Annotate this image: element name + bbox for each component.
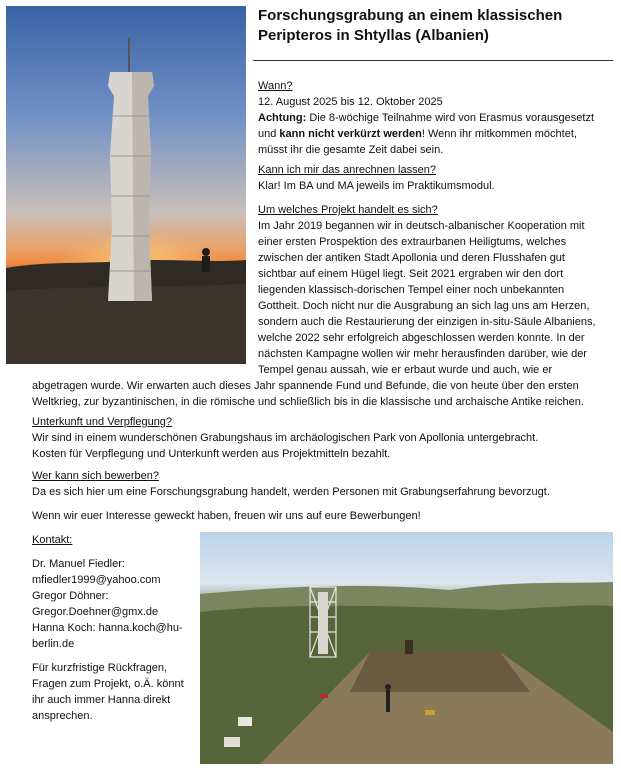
project-heading: Um welches Projekt handelt es sich?	[258, 204, 438, 216]
credit-heading: Kann ich mir das anrechnen lassen?	[258, 164, 436, 176]
attention-text-2a: und	[258, 128, 280, 140]
project-line: sondern auch die Restaurierung der einzigen in-situ-Säule Albaniens,	[258, 316, 596, 328]
project-section	[258, 202, 620, 378]
lodging-heading: Unterkunft und Verpflegung?	[32, 416, 173, 428]
credit-text: Klar! Im BA und MA jeweils im Praktikumsmodul.	[258, 180, 495, 192]
contact-note-line: ansprechen.	[32, 710, 93, 722]
when-attention-line-3: müsst ihr die gesamte Zeit dabei sein.	[258, 144, 444, 156]
attention-bold: kann nicht verkürzt werden	[279, 128, 422, 140]
contact-note-line: Fragen zum Projekt, o.Ä. könnt	[32, 678, 184, 690]
project-line: Weltkrieg, zur byzantinischen, in die römische und schließlich bis in die klassische und archaische Antike reichen.	[32, 396, 584, 408]
contact-note-line: ihr auch immer Hanna direkt	[32, 694, 171, 706]
contact-email[interactable]: Hanna Koch: hanna.koch@hu-	[32, 622, 183, 634]
contact-email[interactable]: berlin.de	[32, 638, 75, 650]
attention-text-1: Die 8-wöchige Teilnahme wird von Erasmus vorausgesetzt	[306, 112, 595, 124]
closing-text: Wenn wir euer Interesse geweckt haben, freuen wir uns auf eure Bewerbungen!	[32, 510, 421, 522]
column-sunset-illustration	[6, 6, 246, 364]
project-line: sichtbar auf einem Hügel liegt. Seit 2021 ergraben wir den dort	[258, 268, 564, 280]
apply-text: Da es sich hier um eine Forschungsgrabung handelt, werden Personen mit Grabungserfahrung bevorzugt.	[32, 486, 550, 498]
credit-section	[258, 162, 618, 194]
project-line: Gottheit. Doch nicht nur die Ausgrabung an sich lag uns am Herzen,	[258, 300, 590, 312]
excavation-site-photo	[200, 532, 613, 764]
project-line: zwischen der antiken Stadt Apollonia und deren Flusshafen gut	[258, 252, 565, 264]
attention-text-2b: ! Wenn ihr mitkommen möchtet,	[421, 128, 577, 140]
lodging-section	[32, 414, 618, 462]
contact-line: Dr. Manuel Fiedler:	[32, 558, 125, 570]
project-line: Tempel genau aussah, wie er erbaut wurde und auch, wie er	[258, 364, 553, 376]
project-line: Im Jahr 2019 begannen wir in deutsch-albanischer Kooperation mit	[258, 220, 585, 232]
project-wide-text	[32, 378, 618, 410]
project-line: welche 2022 sehr erfolgreich abgeschlossen werden konnte. In der	[258, 332, 585, 344]
project-line: liegenden klassisch-dorischen Tempel einer noch unbekannten	[258, 284, 565, 296]
lodging-line-1: Wir sind in einem wunderschönen Grabungshaus im archäologischen Park von Apollonia untergebracht.	[32, 432, 539, 444]
contact-line: Gregor Döhner:	[32, 590, 109, 602]
when-section	[258, 78, 618, 158]
excavation-site-illustration	[200, 532, 613, 764]
contact-heading: Kontakt:	[32, 534, 73, 546]
attention-label: Achtung:	[258, 112, 307, 124]
contact-email[interactable]: mfiedler1999@yahoo.com	[32, 574, 161, 586]
project-line: nächsten Kampagne wollen wir mehr herausfinden darüber, wie der	[258, 348, 587, 360]
project-line: einer ersten Prospektion des extraurbanen Heiligtums, welches	[258, 236, 567, 248]
apply-section	[32, 468, 618, 500]
contact-note-line: Für kurzfristige Rückfragen,	[32, 662, 168, 674]
when-dates: 12. August 2025 bis 12. Oktober 2025	[258, 96, 443, 108]
apply-heading: Wer kann sich bewerben?	[32, 470, 159, 482]
contact-section	[32, 532, 197, 724]
contact-email[interactable]: Gregor.Doehner@gmx.de	[32, 606, 159, 618]
title-divider	[253, 60, 613, 61]
page-title: Forschungsgrabung an einem klassischen Peripteros in Shtyllas (Albanien)	[258, 7, 563, 44]
lodging-line-2: Kosten für Verpflegung und Unterkunft werden aus Projektmitteln bezahlt.	[32, 448, 391, 460]
project-line: abgetragen wurde. Wir erwarten auch dieses Jahr spannende Fund und Befunde, die von heute über den ersten	[32, 380, 579, 392]
when-heading: Wann?	[258, 80, 293, 92]
column-sunset-photo	[6, 6, 246, 364]
when-attention-line-1	[258, 110, 618, 126]
when-attention-line-2	[258, 126, 618, 142]
